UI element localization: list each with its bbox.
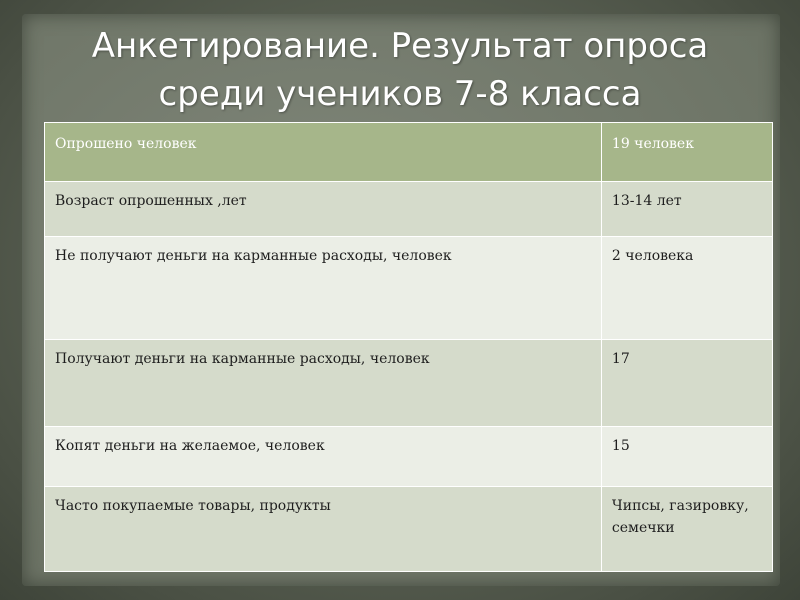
table-row-no-pocket-money	[45, 237, 773, 340]
row-value: Чипсы, газировку, семечки	[601, 487, 772, 572]
row-label: Опрошено человек	[45, 123, 602, 182]
row-value: 19 человек	[601, 123, 772, 182]
survey-results-table	[44, 122, 773, 572]
row-label: Копят деньги на желаемое, человек	[45, 427, 602, 487]
row-label: Получают деньги на карманные расходы, человек	[45, 340, 602, 427]
table-row-pocket-money	[45, 340, 773, 427]
table-row-purchases	[45, 487, 773, 572]
title-line-1: Анкетирование. Результат опроса	[91, 26, 709, 66]
row-label: Не получают деньги на карманные расходы, человек	[45, 237, 602, 340]
row-value: 2 человека	[601, 237, 772, 340]
title-line-2: среди учеников 7-8 класса	[158, 74, 642, 114]
slide-title	[0, 22, 800, 118]
row-label: Возраст опрошенных ,лет	[45, 182, 602, 237]
table-row-age	[45, 182, 773, 237]
row-label: Часто покупаемые товары, продукты	[45, 487, 602, 572]
table-row-saving	[45, 427, 773, 487]
row-value: 17	[601, 340, 772, 427]
row-value: 15	[601, 427, 772, 487]
row-value: 13-14 лет	[601, 182, 772, 237]
table-row-surveyed	[45, 123, 773, 182]
